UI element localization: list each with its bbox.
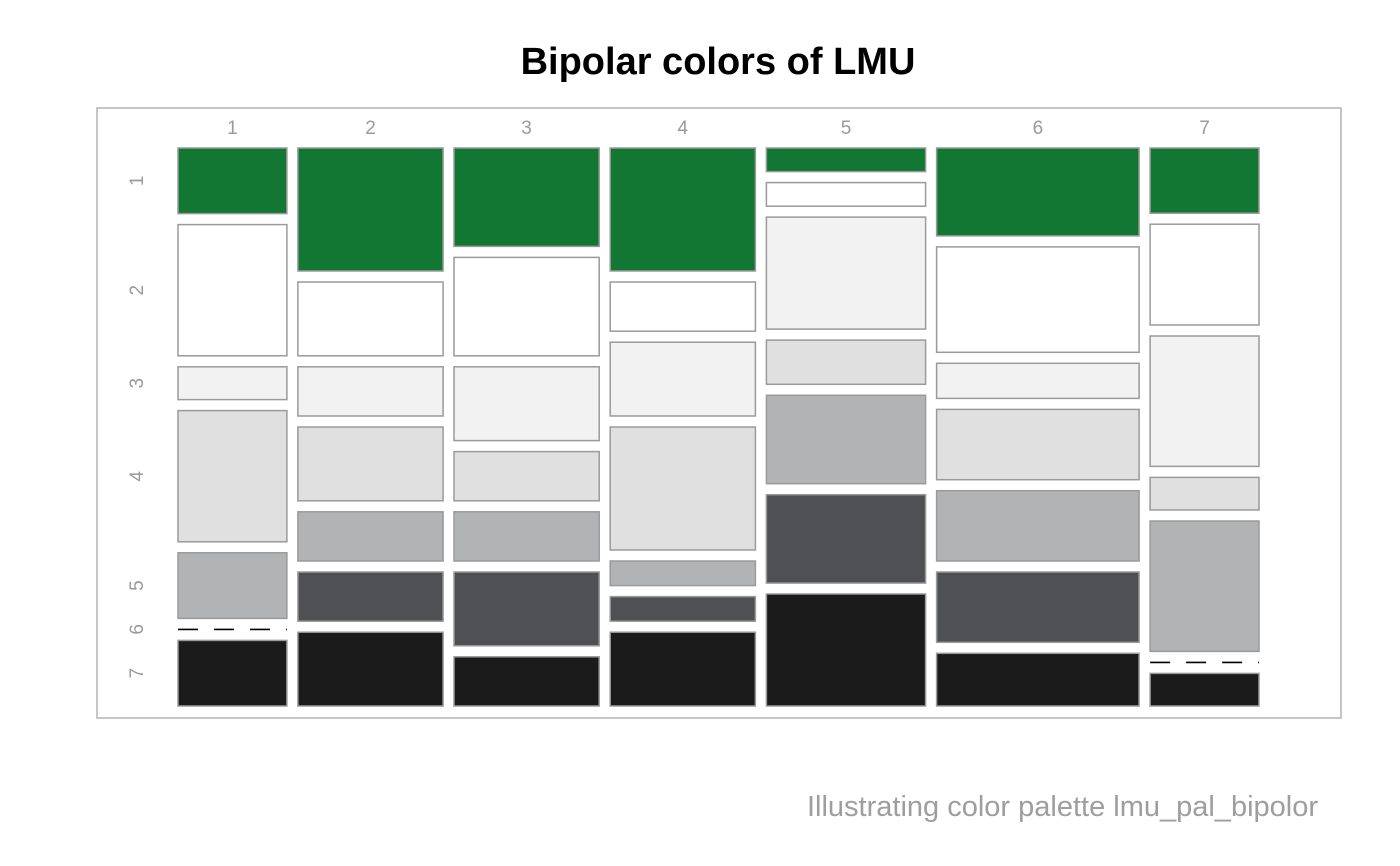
tile-4-4 <box>610 427 755 550</box>
tile-6-1 <box>937 148 1140 236</box>
x-label-6: 6 <box>1032 118 1044 139</box>
tile-1-5 <box>178 553 287 619</box>
tile-3-6 <box>454 572 599 646</box>
chart-caption: Illustrating color palette lmu_pal_bipolor <box>806 791 1318 823</box>
tile-4-7 <box>610 632 755 706</box>
tile-5-7 <box>766 594 925 706</box>
y-axis-labels <box>127 176 148 679</box>
mosaic-tiles <box>178 148 1259 706</box>
x-label-7: 7 <box>1199 118 1210 139</box>
tile-1-1 <box>178 148 287 214</box>
chart-title: Bipolar colors of LMU <box>520 41 916 83</box>
tile-1-7 <box>178 640 287 706</box>
x-axis-labels <box>227 118 1210 139</box>
tile-7-2 <box>1150 224 1259 325</box>
tile-6-5 <box>937 491 1140 561</box>
tile-2-7 <box>298 632 443 706</box>
tile-6-3 <box>937 363 1140 398</box>
x-label-2: 2 <box>365 118 376 139</box>
tile-2-2 <box>298 282 443 356</box>
x-label-3: 3 <box>521 118 532 139</box>
tile-3-2 <box>454 257 599 355</box>
tile-3-3 <box>454 367 599 441</box>
tile-4-5 <box>610 561 755 586</box>
tile-2-1 <box>298 148 443 271</box>
y-label-2: 2 <box>127 284 148 296</box>
tile-4-6 <box>610 597 755 622</box>
tile-7-1 <box>1150 148 1259 213</box>
tile-5-4 <box>766 340 925 384</box>
tile-4-3 <box>610 342 755 416</box>
tile-7-7 <box>1150 673 1259 706</box>
y-label-6: 6 <box>127 624 148 635</box>
tile-2-4 <box>298 427 443 501</box>
x-label-5: 5 <box>840 118 852 139</box>
tile-6-7 <box>937 653 1140 706</box>
tile-5-5 <box>766 395 925 483</box>
tile-2-3 <box>298 367 443 416</box>
tile-2-6 <box>298 572 443 621</box>
tile-4-2 <box>610 282 755 331</box>
tile-4-1 <box>610 148 755 271</box>
tile-5-3 <box>766 217 925 329</box>
tile-5-2 <box>766 183 925 207</box>
tile-3-4 <box>454 452 599 501</box>
tile-3-5 <box>454 512 599 561</box>
tile-7-4 <box>1150 477 1259 510</box>
tile-1-3 <box>178 367 287 400</box>
y-label-1: 1 <box>127 175 148 187</box>
y-label-7: 7 <box>127 667 148 679</box>
tile-7-3 <box>1150 336 1259 466</box>
tile-3-7 <box>454 657 599 706</box>
x-label-1: 1 <box>227 118 238 139</box>
tile-1-4 <box>178 411 287 542</box>
tile-6-6 <box>937 572 1140 642</box>
tile-1-2 <box>178 225 287 356</box>
tile-5-1 <box>766 148 925 172</box>
tile-7-5 <box>1150 521 1259 651</box>
tile-6-4 <box>937 409 1140 479</box>
y-label-4: 4 <box>127 470 148 482</box>
tile-5-6 <box>766 495 925 583</box>
tile-6-2 <box>937 247 1140 352</box>
y-label-3: 3 <box>127 377 148 389</box>
y-label-5: 5 <box>127 580 148 591</box>
tile-3-1 <box>454 148 599 246</box>
x-label-4: 4 <box>677 118 689 139</box>
tile-2-5 <box>298 512 443 561</box>
